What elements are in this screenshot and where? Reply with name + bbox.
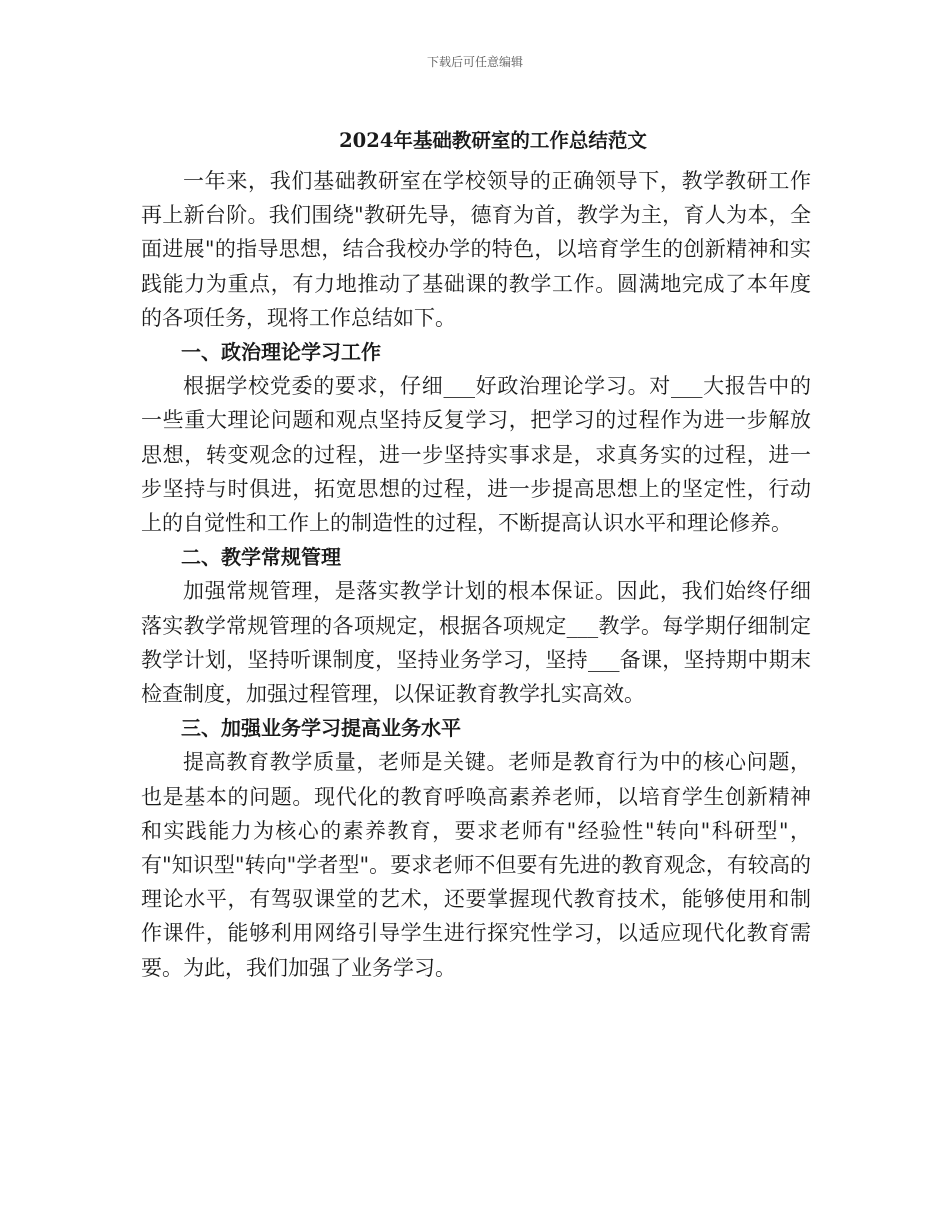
document-title: 2024年基础教研室的工作总结范文 xyxy=(339,129,647,152)
section-body-politics: 根据学校党委的要求，仔细___好政治理论学习。对___大报告中的一些重大理论问题和观点坚持反复学习，把学习的过程作为进一步解放思想，转变观念的过程，进一步坚持实事求是，求真务实的过程，进一步坚持与时俱进，拓宽思想的过程，进一步提高思想上的坚定性，行动上的自觉性和工作上的制造性的过程，不断提高认识水平和理论修养。 xyxy=(141,374,811,536)
section-heading-politics: 一、政治理论学习工作 xyxy=(181,340,381,365)
section-body-routine: 加强常规管理，是落实教学计划的根本保证。因此，我们始终仔细落实教学常规管理的各项规定，根据各项规定___教学。每学期仔细制定教学计划，坚持听课制度，坚持业务学习，坚持___备课，坚持期中期末检查制度，加强过程管理，以保证教育教学扎实高效。 xyxy=(141,579,811,707)
header-note: 下载后可任意编辑 xyxy=(426,55,523,69)
section-heading-routine: 二、教学常规管理 xyxy=(181,545,341,570)
section-heading-study: 三、加强业务学习提高业务水平 xyxy=(181,716,461,741)
intro-paragraph: 一年来，我们基础教研室在学校领导的正确领导下，教学教研工作再上新台阶。我们围绕"教研先导，德育为首，教学为主，育人为本，全面进展"的指导思想，结合我校办学的特色，以培育学生的创新精神和实践能力为重点，有力地推动了基础课的教学工作。圆满地完成了本年度的各项任务，现将工作总结如下。 xyxy=(141,169,811,330)
document-body xyxy=(141,124,811,985)
section-body-study: 提高教育教学质量，老师是关键。老师是教育行为中的核心问题，也是基本的问题。现代化的教育呼唤高素养老师，以培育学生创新精神和实践能力为核心的素养教育，要求老师有"经验性"转向"科研型"，有"知识型"转向"学者型"。要求老师不但要有先进的教育观念，有较高的理论水平，有驾驭课堂的艺术，还要掌握现代教育技术，能够使用和制作课件，能够利用网络引导学生进行探究性学习，以适应现代化教育需要。为此，我们加强了业务学习。 xyxy=(141,750,811,980)
